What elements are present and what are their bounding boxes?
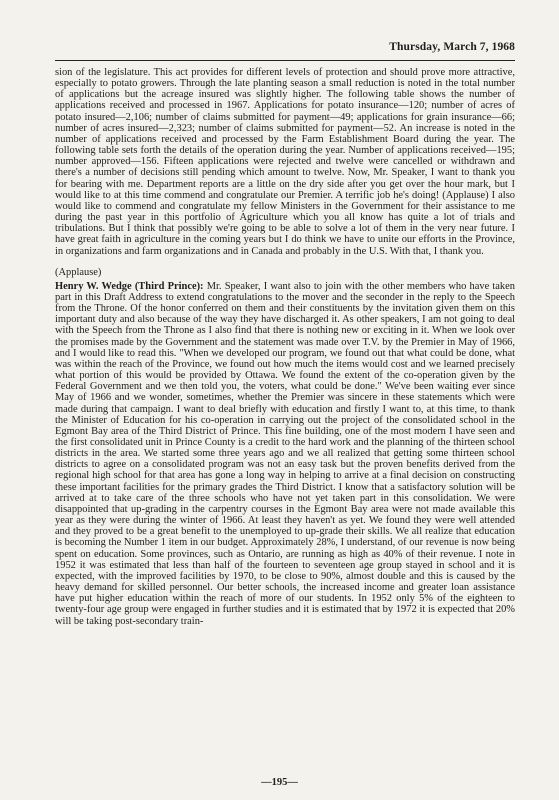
speaker-name: Henry W. Wedge (Third Prince): <box>55 280 204 292</box>
speech-text: Mr. Speaker, I want also to join with the other members who have taken part in this Draft Address to extend congratulations to the mover and the seconder in the reply to the Speech from the Throne. Of the honor conferred on them and their constituents by the invitation given them on this important duty and also because of the way they have discharged it. As other speakers, I am not going to deal with the Speech from the Throne as I also find that there is nothing new or exciting in it. When we look over the promises made by the Government and the statement was made over T.V. by the Premier in May of 1966, and I would like to read this. "When we developed our program, we found out that what could be done, what was within the reach of the Province, we found out how much the items would cost and we learned precisely what portion of this would be provided by Ottawa. We found the extent of the co-operation given by the Federal Government and we then told you, the voters, what could be done." We've been waiting ever since May of 1966 and we wonder, sometimes, whether the Premier was sincere in these statements which were made during that campaign. I want to deal briefly with education and firstly I want to, at this time, to thank the Minister of Education for his co-operation in carrying out the project of the consolidated school in the Egmont Bay area of the Third District of Prince. This fine building, one of the most modern I have seen and the first consolidated unit in Prince County is a credit to the hard work and the planning of the thirteen school districts in the area. We started some three years ago and we all realized that getting some thirteen school districts to agree on a consolidated program was not an easy task but the proven benefits derived from the regional high school for that area has gone a long way in helping to arrive at a final decision on constructing these important facilities for the primary grades the Third District. I know that a satisfactory solution will be arrived at to take care of the three schools who have not yet taken part in this consolidation. We were disappointed that up-grading in the carpentry courses in the Egmont Bay area were not made available this year as they were during the winter of 1966. At least they haven't as yet. We found they were well attended and they proved to be a great benefit to the unemployed to up-grade their skills. We all realize that education is becoming the Number 1 item in our budget. Approximately 28%, I understand, of our revenue is now being spent on education. Some provinces, such as Ontario, are running as high as 40% of their revenue. I note in 1952 it was estimated that less than half of the fourteen to seventeen age group stayed in school and it is expected, with the improved facilities by 1970, to be close to 90%, almost double and this is caused by the heavy demand for skilled personnel. Our better schools, the increased income and greater loan assistance have put higher education within the reach of more of our students. In 1952 only 5% of the eighteen to twenty-four age group were engaged in further studies and it is estimated that by 1972 it is expected that 20% will be taking post-secondary train- <box>55 280 515 627</box>
applause-line: (Applause) <box>55 266 102 278</box>
page-number: —195— <box>261 777 298 788</box>
body-paragraph-2 <box>55 281 515 627</box>
page-header <box>55 40 515 61</box>
body-paragraph-1: sion of the legislature. This act provides for different levels of protection and should prove more attractive, especially to potato growers. Through the late planting season a small reduction is noted in the total number of applications but the acreage insured was slightly higher. The following table shows the number of applications received and processed in 1967. Applications for potato insurance—120; number of acres of potato insured—2,106; number of claims submitted for payment—49; applications for grain insurance—66; number of acres insured—2,323; number of claims submitted for payment—52. An increase is noted in the number of applications received and processed by the Farm Establishment Board during the year. The following table sets forth the details of the operation during the year. Number of applications received—195; number approved—156. Fifteen applications were rejected and twelve were cancelled or withdrawn and there's a number of decisions still pending which amount to twelve. Now, Mr. Speaker, I want to thank you for bearing with me. Department reports are a little on the dry side after you get over the hour mark, but I would like to at this time commend and congratulate our Premier. A terrific job he's doing! (Applause) I also would like to commend and congratulate my fellow Ministers in the Government for their assistance to me during the past year in this portfolio of Agriculture which you all know has quite a lot of trials and tribulations. But I think that possibly we're going to be able to solve a lot of them in the very near future. I have great faith in agriculture in the coming years but I do think we have to unite our efforts in the Province, in organizations and farm organizations and in Canada and probably in the U.S. With that, I thank you. <box>55 67 515 257</box>
header-date: Thursday, March 7, 1968 <box>389 41 515 53</box>
page-body <box>55 67 515 627</box>
